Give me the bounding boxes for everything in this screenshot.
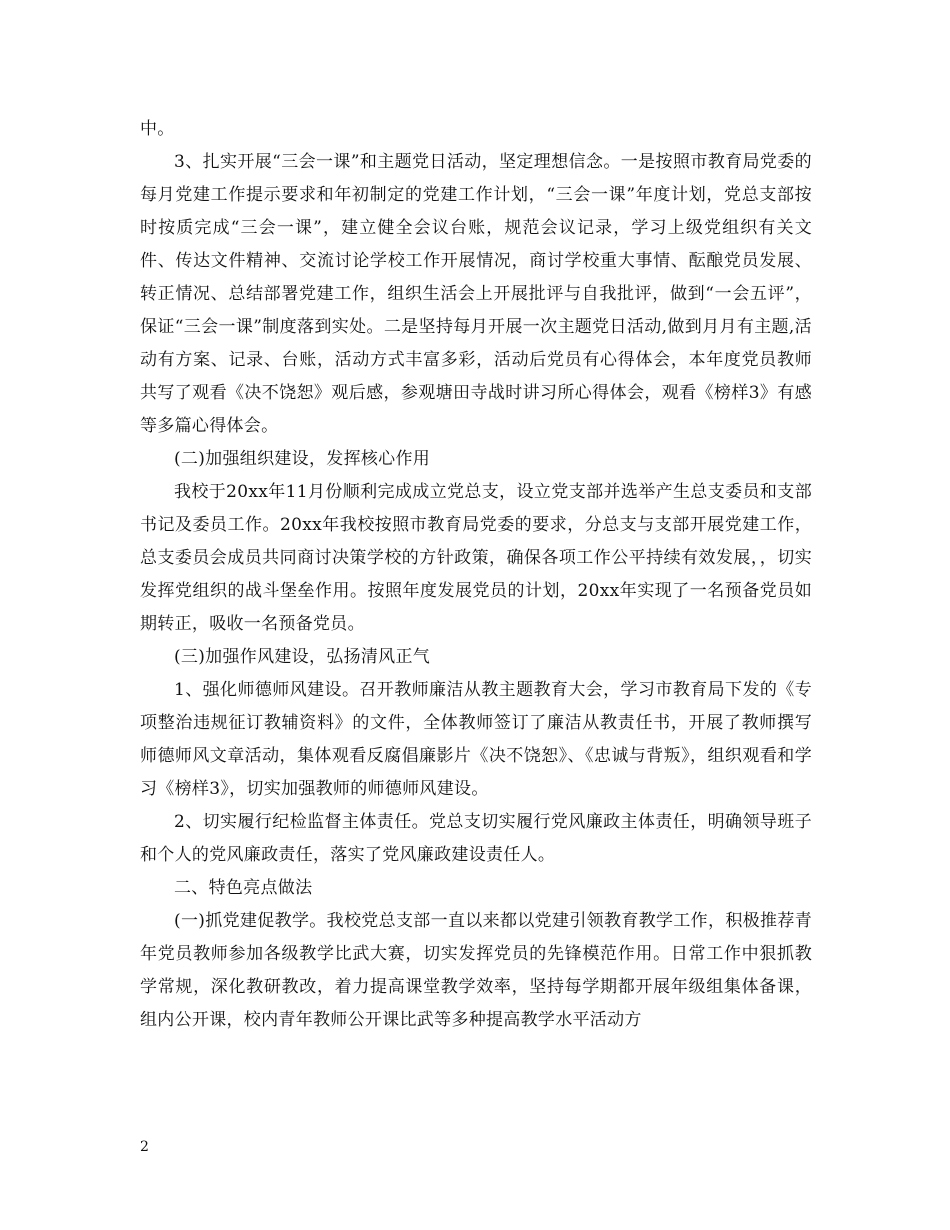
paragraph-party-building-teaching: (一)抓党建促教学。我校党总支部一直以来都以党建引领教育教学工作，积极推荐青年党员教师参加各级教学比武大赛，切实发挥党员的先锋模范作用。日常工作中狠抓教学常规，深化教研教改，着力提高课堂教学效率，坚持每学期都开展年级组集体备课，组内公开课，校内青年教师公开课比武等多种提高教学水平活动方 [140,911,812,1030]
document-body [140,113,812,1037]
paragraph-continuation: 中。 [140,119,175,139]
paragraph-organization-building: 我校于20xx年11月份顺利完成成立党总支，设立党支部并选举产生总支委员和支部书记及委员工作。20xx年我校按照市教育局党委的要求，分总支与支部开展党建工作，总支委员会成员共同商讨决策学校的方针政策，确保各项工作公平持续有效发展，，切实发挥党组织的战斗堡垒作用。按照年度发展党员的计划，20xx年实现了一名预备党员如期转正，吸收一名预备党员。 [140,482,812,634]
paragraph-teacher-ethics: 1、强化师德师风建设。召开教师廉洁从教主题教育大会，学习市教育局下发的《专项整治违规征订教辅资料》的文件，全体教师签订了廉洁从教责任书，开展了教师撰写师德师风文章活动，集体观看反腐倡廉影片《决不饶恕》、《忠诚与背叛》，组织观看和学习《榜样3》，切实加强教师的师德师风建设。 [140,680,812,799]
section-heading-highlights: 二、特色亮点做法 [174,878,313,898]
section-heading-organization: (二)加强组织建设，发挥核心作用 [174,449,431,469]
paragraph-discipline-supervision: 2、切实履行纪检监督主体责任。党总支切实履行党风廉政主体责任，明确领导班子和个人的党风廉政责任，落实了党风廉政建设责任人。 [140,812,812,865]
paragraph-three-meetings-one-lesson: 3、扎实开展“三会一课”和主题党日活动，坚定理想信念。一是按照市教育局党委的每月党建工作提示要求和年初制定的党建工作计划，“三会一课”年度计划，党总支部按时按质完成“三会一课”，建立健全会议台账，规范会议记录，学习上级党组织有关文件、传达文件精神、交流讨论学校工作开展情况，商讨学校重大事情、酝酿党员发展、转正情况、总结部署党建工作，组织生活会上开展批评与自我批评，做到“一会五评”，保证“三会一课”制度落到实处。二是坚持每月开展一次主题党日活动,做到月月有主题,活动有方案、记录、台账，活动方式丰富多彩，活动后党员有心得体会，本年度党员教师共写了观看《决不饶恕》观后感，参观塘田寺战时讲习所心得体会，观看《榜样3》有感等多篇心得体会。 [140,152,812,436]
section-heading-style: (三)加强作风建设，弘扬清风正气 [174,647,431,667]
page-number: 2 [140,1139,149,1155]
